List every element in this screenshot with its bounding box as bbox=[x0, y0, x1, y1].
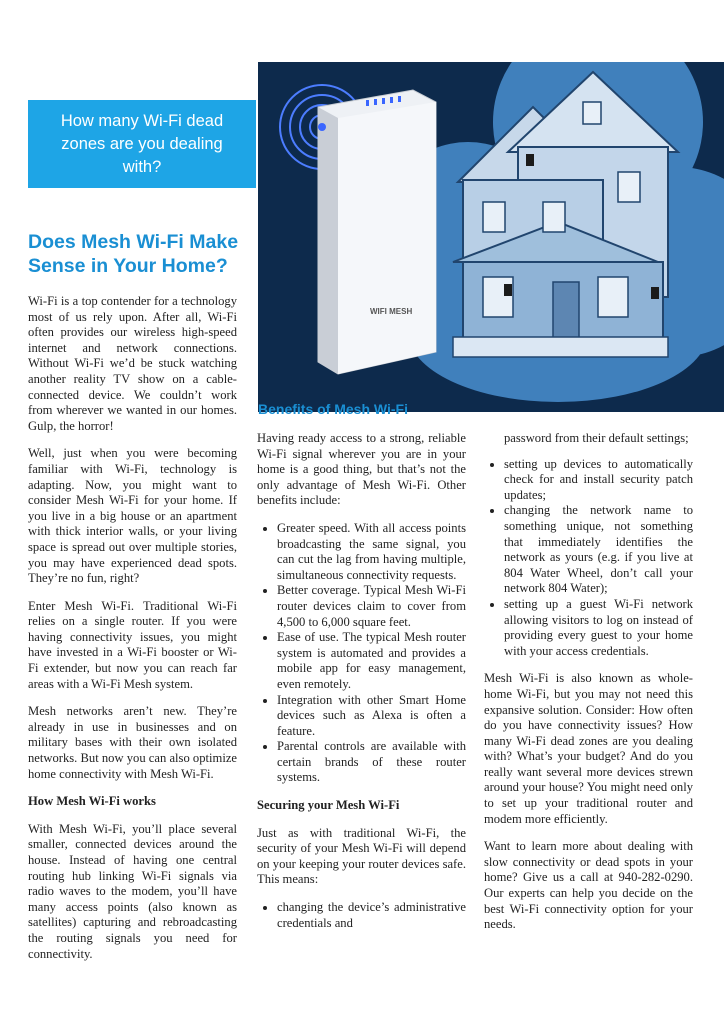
benefits-list bbox=[257, 521, 466, 786]
list-item: • Better coverage. Typical Mesh Wi-Fi router devices claim to cover from 4,500 to 6,000 square feet. bbox=[277, 583, 466, 630]
paragraph: With Mesh Wi-Fi, you’ll place several smaller, connected devices around the house. Instead of having one central routing hub linking Wi-Fi signals via radio waves to the modem, you’ll have many access points (also known as satellites) capturing and rebroadcasting the routing signals you need for connectivity. bbox=[28, 821, 237, 961]
column-1 bbox=[28, 294, 237, 974]
subheading-how-it-works: How Mesh Wi-Fi works bbox=[28, 794, 156, 809]
hero-illustration bbox=[258, 62, 724, 412]
security-list-continued bbox=[484, 431, 693, 447]
benefits-heading: Benefits of Mesh Wi-Fi bbox=[258, 401, 408, 417]
list-item: • setting up devices to automatically check for and install security patch updates; bbox=[504, 457, 693, 504]
router-device bbox=[318, 90, 436, 374]
paragraph: Wi-Fi is a top contender for a technology most of us rely upon. After all, Wi-Fi often provides our wireless high-speed internet and network connections. Without Wi-Fi we’d be stuck watching another reality TV show on a cable-connected device. We couldn’t work from wherever we wanted in our homes. Gulp, the horror! bbox=[28, 294, 237, 433]
list-item: • changing the device’s administrative credentials and bbox=[277, 900, 466, 931]
paragraph: Having ready access to a strong, reliable Wi-Fi signal wherever you are in your home is a good thing, but that’s not the only advantage of Mesh Wi-Fi. Other benefits include: bbox=[257, 431, 466, 508]
list-item: • Parental controls are available with certain brands of these router systems. bbox=[277, 739, 466, 786]
security-list bbox=[257, 900, 466, 931]
paragraph: Just as with traditional Wi-Fi, the security of your Mesh Wi-Fi will depend on your keeping your router devices safe. This means: bbox=[257, 825, 466, 887]
column-3 bbox=[484, 431, 693, 945]
device-label: WIFI MESH bbox=[370, 307, 413, 316]
list-item: • setting up a guest Wi-Fi network allowing visitors to log on instead of providing every guest to your home with your access credentials. bbox=[504, 597, 693, 659]
security-list bbox=[484, 457, 693, 660]
paragraph: Well, just when you were becoming familiar with Wi-Fi, technology is adapting. Now, you might want to consider Mesh Wi-Fi for your home. If you live in a big house or an apartment with thick interior walls, or your living space is spread out over multiple stories, you may have experienced dead spots. They’re no fun, right? bbox=[28, 446, 237, 586]
mesh-house-illustration bbox=[258, 62, 724, 412]
paragraph: Mesh networks aren’t new. They’re already in use in businesses and on military bases with their own isolated networks. But now you can also optimize home connectivity with Mesh Wi-Fi. bbox=[28, 704, 237, 781]
paragraph: Enter Mesh Wi-Fi. Traditional Wi-Fi relies on a single router. If you were having connectivity issues, you might have invested in a Wi-Fi booster or Wi-Fi extender, but now you can reach far areas with a Wi-Fi Mesh system. bbox=[28, 598, 237, 691]
article-title: Does Mesh Wi-Fi Make Sense in Your Home? bbox=[28, 231, 239, 277]
paragraph: Want to learn more about dealing with slow connectivity or dead spots in your home? Give us a call at 940-282-0290. Our experts can help you decide on the best Wi-Fi connectivity option for your needs. bbox=[484, 839, 693, 932]
list-item: • changing the network name to something unique, not something that immediately identifies the network as yours (e.g. if you live at 804 Water Wheel, don’t call your network 804 Water); bbox=[504, 503, 693, 597]
list-item: • Greater speed. With all access points broadcasting the same signal, you can cut the lag from having multiple, simultaneous connectivity requests. bbox=[277, 521, 466, 583]
list-item: • Integration with other Smart Home devices such as Alexa is often a feature. bbox=[277, 693, 466, 740]
subheading-securing: Securing your Mesh Wi-Fi bbox=[257, 798, 400, 813]
list-item: • Ease of use. The typical Mesh router system is automated and provides a mobile app for easy management, even remotely. bbox=[277, 630, 466, 692]
list-item-continuation: password from their default settings; bbox=[504, 431, 689, 445]
callout-text: How many Wi-Fi dead zones are you dealing with? bbox=[60, 111, 224, 176]
column-2 bbox=[257, 431, 466, 943]
callout-box bbox=[28, 100, 256, 188]
paragraph: Mesh Wi-Fi is also known as whole-home Wi-Fi, but you may not need this expansive solution. Consider: How often do you have connectivity issues? How many Wi-Fi dead zones are you dealing with? What’s your budget? And do you really want several more devices strewn around your house? You might need only to set up your traditional router and modem more efficiently. bbox=[484, 671, 693, 826]
